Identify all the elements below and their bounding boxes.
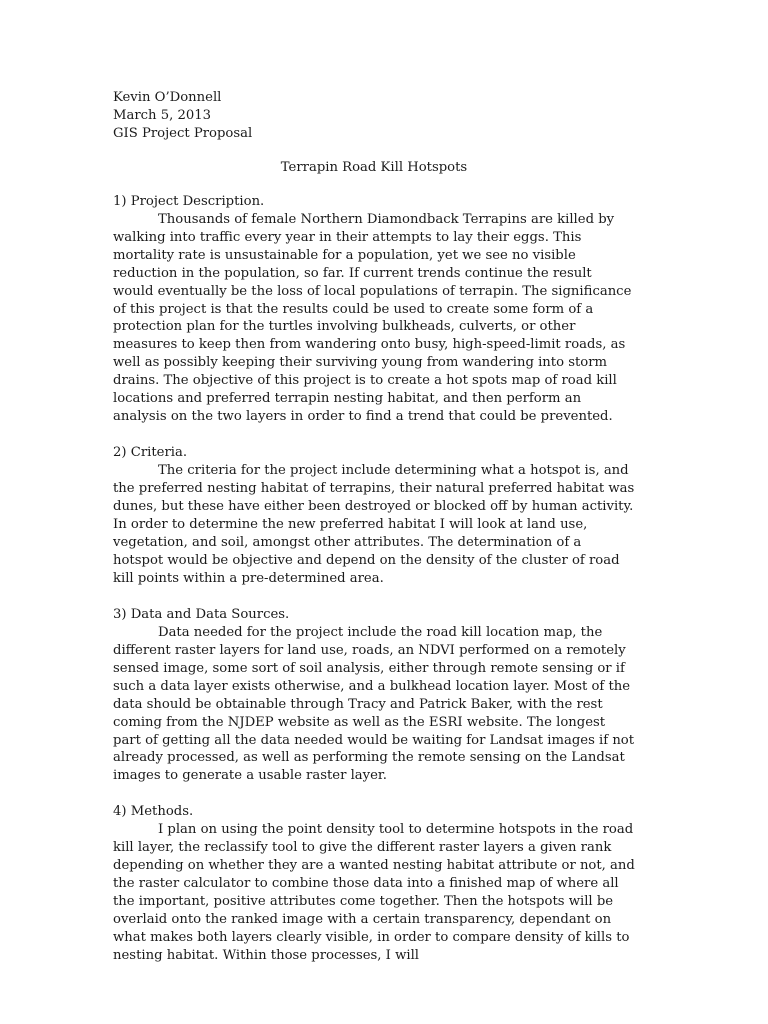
- section-body: Thousands of female Northern Diamondback Terrapins are killed by walking into traffic every year in their attempts to lay their eggs. This mortality rate is unsustainable for a population, yet we see no visible reduction in the population, so far. If current trends continue the result would eventually be the loss of local populations of terrapin. The significance of this project is that the results could be used to create some form of a protection plan for the turtles involving bulkheads, culverts, or other measures to keep then from wandering onto busy, high-speed-limit roads, as well as possibly keeping their surviving young from wandering into storm drains. The objective of this project is to create a hot spots map of road kill locations and preferred terrapin nesting habitat, and then perform an analysis on the two layers in order to find a trend that could be prevented.: [113, 211, 632, 425]
- section-criteria: [113, 444, 635, 588]
- document-title: Terrapin Road Kill Hotspots: [280, 159, 468, 175]
- document-type: GIS Project Proposal: [113, 125, 253, 141]
- section-heading: 1) Project Description.: [113, 193, 265, 209]
- document-content: [113, 89, 635, 983]
- section-heading: 2) Criteria.: [113, 445, 188, 461]
- section-project-description: [113, 193, 635, 426]
- section-body: I plan on using the point density tool to determine hotspots in the road kill layer, the reclassify tool to give the different raster layers a given rank depending on whether they are a wanted nesting habitat attribute or not, and the raster calculator to combine those data into a finished map of where all the important, positive attributes come together. Then the hotspots will be overlaid onto the ranked image with a certain transparency, dependant on what makes both layers clearly visible, in order to compare density of kills to nesting habitat. Within those processes, I will: [113, 822, 635, 963]
- section-heading: 3) Data and Data Sources.: [113, 606, 290, 622]
- section-methods: [113, 803, 635, 965]
- document-date: March 5, 2013: [113, 107, 212, 123]
- author-name: Kevin O’Donnell: [113, 90, 222, 105]
- section-body: Data needed for the project include the road kill location map, the different raster layers for land use, roads, an NDVI performed on a remotely sensed image, some sort of soil analysis, either through remote sensing or if such a data layer exists otherwise, and a bulkhead location layer. Most of the data should be obtainable through Tracy and Patrick Baker, with the rest coming from the NJDEP website as well as the ESRI website. The longest part of getting all the data needed would be waiting for Landsat images if not already processed, as well as performing the remote sensing on the Landsat images to generate a usable raster layer.: [113, 624, 635, 784]
- section-body: The criteria for the project include determining what a hotspot is, and the preferred nesting habitat of terrapins, their natural preferred habitat was dunes, but these have either been destroyed or blocked off by human activity. In order to determine the new preferred habitat I will look at land use, vegetation, and soil, amongst other attributes. The determination of a hotspot would be objective and depend on the density of the cluster of road kill points within a pre-determined area.: [113, 463, 635, 586]
- section-heading: 4) Methods.: [113, 804, 194, 820]
- section-data-sources: [113, 606, 635, 786]
